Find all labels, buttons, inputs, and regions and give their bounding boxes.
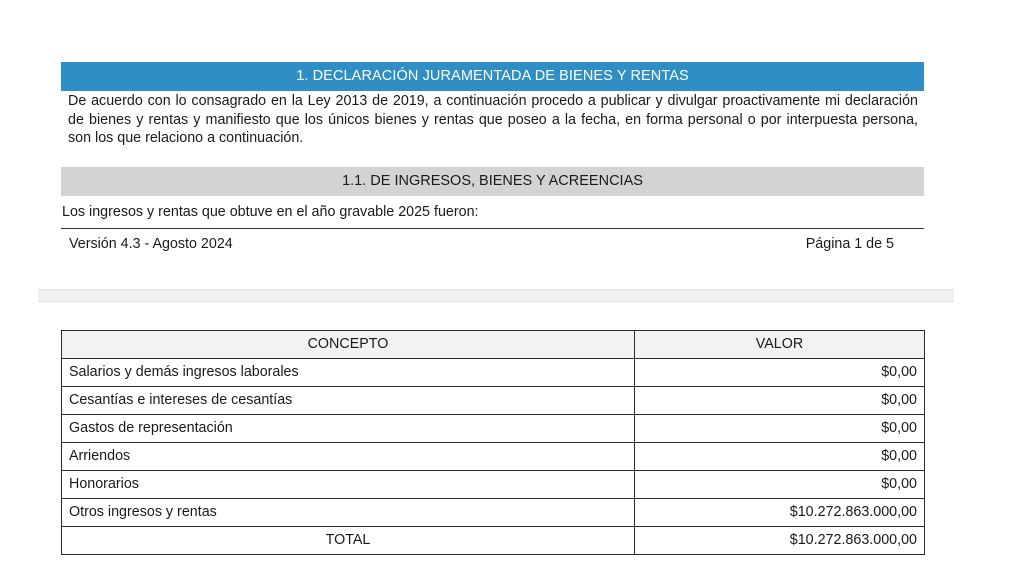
value-cell: $0,00 bbox=[635, 387, 925, 415]
footer-divider bbox=[61, 228, 924, 229]
value-cell: $0,00 bbox=[635, 359, 925, 387]
footer-page-number: Página 1 de 5 bbox=[805, 236, 894, 252]
concept-cell: Cesantías e intereses de cesantías bbox=[62, 387, 635, 415]
table-row bbox=[62, 359, 925, 387]
concept-cell: Honorarios bbox=[62, 471, 635, 499]
value-cell: $0,00 bbox=[635, 443, 925, 471]
table-row bbox=[62, 415, 925, 443]
table-total-row bbox=[62, 527, 925, 555]
column-header-concept: CONCEPTO bbox=[62, 331, 635, 359]
concept-cell: Gastos de representación bbox=[62, 415, 635, 443]
table-row bbox=[62, 499, 925, 527]
footer-version: Versión 4.3 - Agosto 2024 bbox=[69, 236, 233, 252]
income-statement: Los ingresos y rentas que obtuve en el año gravable 2025 fueron: bbox=[62, 204, 479, 220]
column-header-value: VALOR bbox=[635, 331, 925, 359]
value-cell: $10.272.863.000,00 bbox=[635, 499, 925, 527]
page-break-divider bbox=[38, 289, 954, 302]
intro-paragraph: De acuerdo con lo consagrado en la Ley 2013 de 2019, a continuación procedo a publicar y divulgar proactivamente mi declaración de bienes y rentas y manifiesto que los únicos bienes y rentas que poseo a la fecha, en forma personal o por interpuesta persona, son los que relaciono a continuación. bbox=[68, 93, 918, 146]
table-row bbox=[62, 443, 925, 471]
section-title: 1. DECLARACIÓN JURAMENTADA DE BIENES Y RENTAS bbox=[61, 62, 924, 91]
subsection-title: 1.1. DE INGRESOS, BIENES Y ACREENCIAS bbox=[61, 167, 924, 196]
total-label: TOTAL bbox=[62, 527, 635, 555]
table-row bbox=[62, 471, 925, 499]
value-cell: $0,00 bbox=[635, 471, 925, 499]
concept-cell: Arriendos bbox=[62, 443, 635, 471]
table-row bbox=[62, 387, 925, 415]
value-cell: $0,00 bbox=[635, 415, 925, 443]
concept-cell: Otros ingresos y rentas bbox=[62, 499, 635, 527]
income-table bbox=[61, 330, 925, 555]
concept-cell: Salarios y demás ingresos laborales bbox=[62, 359, 635, 387]
table-header-row bbox=[62, 331, 925, 359]
total-value: $10.272.863.000,00 bbox=[635, 527, 925, 555]
